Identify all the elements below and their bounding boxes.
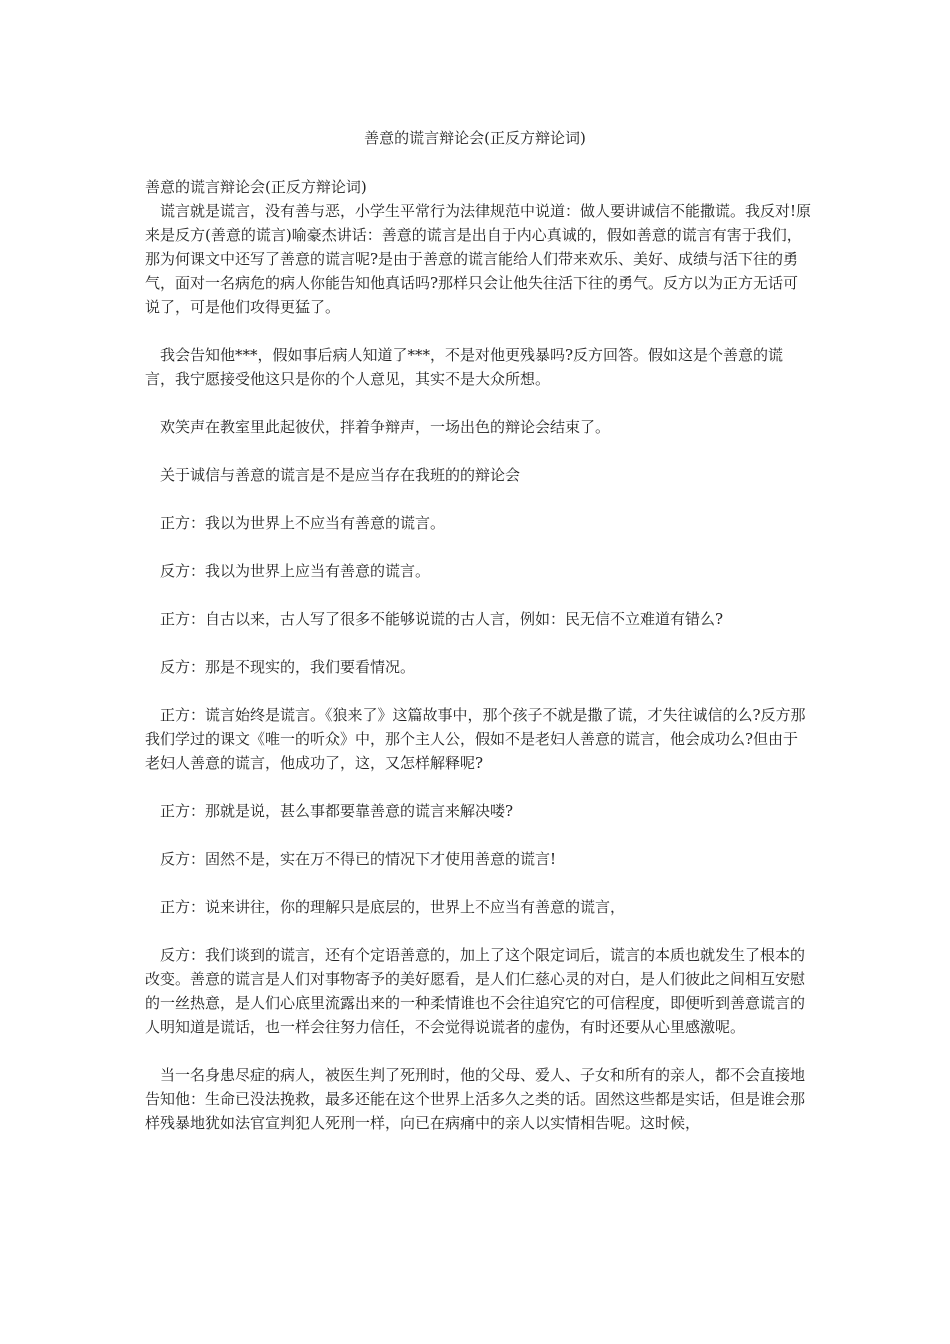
- document-subtitle: 善意的谎言辩论会(正反方辩论词): [145, 178, 367, 196]
- paragraph: 欢笑声在教室里此起彼伏，拌着争辩声，一场出色的辩论会结束了。: [145, 418, 611, 436]
- paragraph: 谎言就是谎言，没有善与恶，小学生平常行为法律规范中说道：做人要讲诚信不能撒谎。我反对!原来是反方(善意的谎言)喻豪杰讲话：善意的谎言是出自于内心真诚的，假如善意的谎言有害于我们，那为何课文中还写了善意的谎言呢?是由于善意的谎言能给人们带来欢乐、美好、成绩与活下往的勇气，面对一名病危的病人你能告知他真话吗?那样只会让他失往活下往的勇气。反方以为正方无话可说了，可是他们攻得更猛了。: [145, 202, 812, 316]
- paragraph: 反方：我以为世界上应当有善意的谎言。: [145, 562, 431, 580]
- paragraph: 正方：自古以来，古人写了很多不能够说谎的古人言，例如：民无信不立难道有错么?: [145, 610, 724, 628]
- paragraph: 反方：固然不是，实在万不得已的情况下才使用善意的谎言!: [145, 850, 557, 868]
- paragraph: 正方：我以为世界上不应当有善意的谎言。: [145, 514, 446, 532]
- paragraph: 正方：说来讲往，你的理解只是底层的，世界上不应当有善意的谎言，: [145, 898, 626, 916]
- document-title: 善意的谎言辩论会(正反方辩论词): [364, 129, 586, 147]
- paragraph: 反方：我们谈到的谎言，还有个定语善意的，加上了这个限定词后，谎言的本质也就发生了根本的改变。善意的谎言是人们对事物寄予的美好愿看，是人们仁慈心灵的对白，是人们彼此之间相互安慰的一丝热意，是人们心底里流露出来的一种柔情谁也不会往追究它的可信程度，即便听到善意谎言的人明知道是谎话，也一样会往努力信任，不会觉得说谎者的虚伪，有时还要从心里感激呢。: [145, 946, 806, 1036]
- paragraph: 当一名身患尽症的病人，被医生判了死刑时，他的父母、爱人、子女和所有的亲人，都不会直接地告知他：生命已没法挽救，最多还能在这个世界上活多久之类的话。固然这些都是实话，但是谁会那样残暴地犹如法官宣判犯人死刑一样，向已在病痛中的亲人以实情相告呢。这时候，: [145, 1066, 806, 1132]
- paragraph: 正方：谎言始终是谎言。《狼来了》这篇故事中，那个孩子不就是撒了谎，才失往诚信的么?反方那我们学过的课文《唯一的听众》中，那个主人公，假如不是老妇人善意的谎言，他会成功么?但由于老妇人善意的谎言，他成功了，这，又怎样解释呢?: [145, 706, 806, 772]
- paragraph: 关于诚信与善意的谎言是不是应当存在我班的的辩论会: [145, 466, 521, 484]
- paragraph: 反方：那是不现实的，我们要看情况。: [145, 658, 416, 676]
- paragraph: 正方：那就是说，甚么事都要靠善意的谎言来解决喽?: [145, 802, 514, 820]
- paragraph: 我会告知他***，假如事后病人知道了***，不是对他更残暴吗?反方回答。假如这是个善意的谎言，我宁愿接受他这只是你的个人意见，其实不是大众所想。: [145, 346, 784, 388]
- document-body: [145, 175, 813, 1135]
